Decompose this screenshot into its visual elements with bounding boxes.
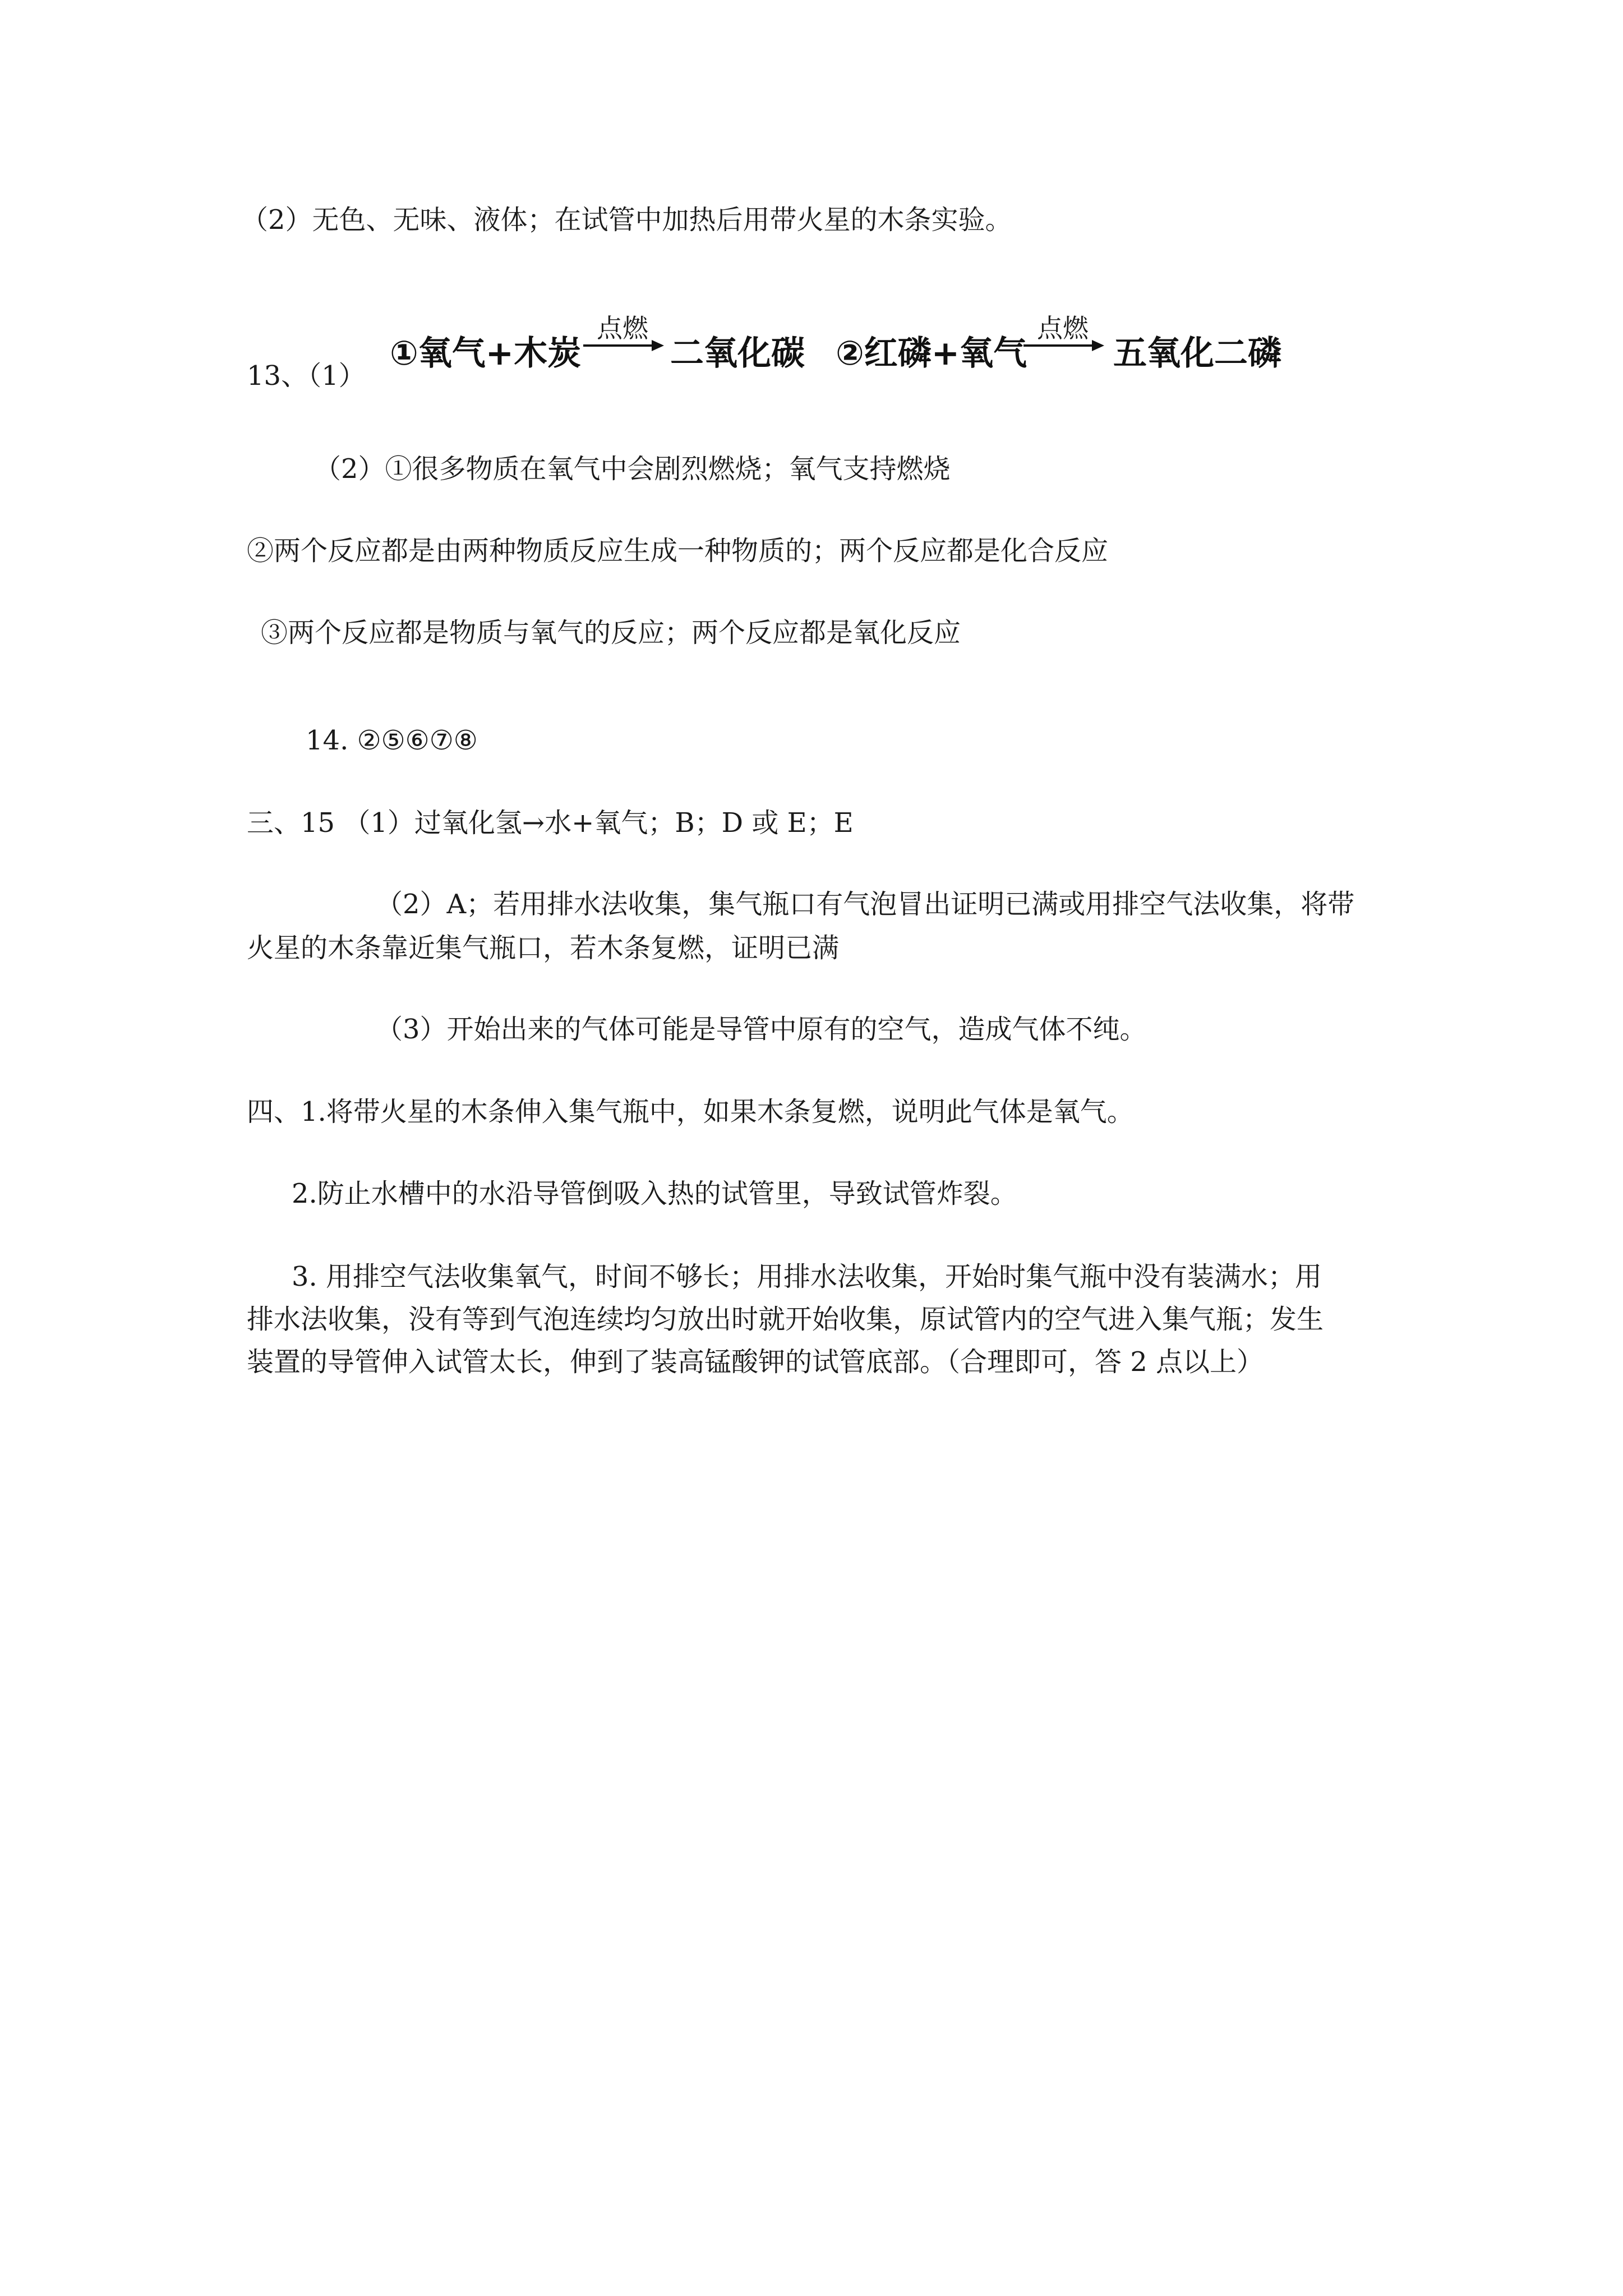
eq1-condition: 点燃 (597, 313, 648, 343)
line-section4-q3-a: 3. 用排空气法收集氧气，时间不够长；用排水法收集，开始时集气瓶中没有装满水；用 (292, 1261, 1322, 1292)
line-q15-part2-b: 火星的木条靠近集气瓶口，若木条复燃，证明已满 (247, 932, 840, 964)
line-q13-part2-b: ②两个反应都是由两种物质反应生成一种物质的；两个反应都是化合反应 (247, 535, 1109, 567)
eq2-condition: 点燃 (1037, 313, 1089, 343)
line-section4-q3-c: 装置的导管伸入试管太长，伸到了装高锰酸钾的试管底部。（合理即可，答 2 点以上） (247, 1346, 1264, 1378)
line-q13-label: 13、（1） (247, 360, 366, 392)
eq2-arrow (1023, 314, 1102, 347)
eq2-product: 五氧化二磷 (1113, 334, 1281, 373)
arrow-right-icon (583, 344, 662, 347)
line-section4-q1: 四、1.将带火星的木条伸入集气瓶中，如果木条复燃，说明此气体是氧气。 (247, 1096, 1134, 1128)
eq2-reactants: ②红磷+氧气 (836, 334, 1027, 373)
arrow-right-icon (1023, 344, 1102, 347)
line-q15-part1: 三、15 （1）过氧化氢→水+氧气；B；D 或 E；E (247, 807, 854, 839)
line-q12-part2: （2）无色、无味、液体；在试管中加热后用带火星的木条实验。 (241, 204, 1012, 236)
eq1-reactants: ①氧气+木炭 (390, 334, 582, 373)
line-q13-part2-c: ③两个反应都是物质与氧气的反应；两个反应都是氧化反应 (261, 617, 961, 648)
line-q15-part3: （3）开始出来的气体可能是导管中原有的空气，造成气体不纯。 (376, 1014, 1147, 1045)
line-section4-q2: 2.防止水槽中的水沿导管倒吸入热的试管里，导致试管炸裂。 (292, 1178, 1017, 1209)
line-q13-part2: （2）①很多物质在氧气中会剧烈燃烧；氧气支持燃烧 (314, 453, 951, 485)
eq1-arrow (583, 314, 662, 347)
eq1-product: 二氧化碳 (670, 334, 805, 373)
line-q15-part2-a: （2）A；若用排水法收集，集气瓶口有气泡冒出证明已满或用排空气法收集，将带 (376, 889, 1355, 920)
line-q14: 14. ②⑤⑥⑦⑧ (306, 725, 478, 756)
line-section4-q3-b: 排水法收集，没有等到气泡连续均匀放出时就开始收集，原试管内的空气进入集气瓶；发生 (247, 1304, 1324, 1335)
